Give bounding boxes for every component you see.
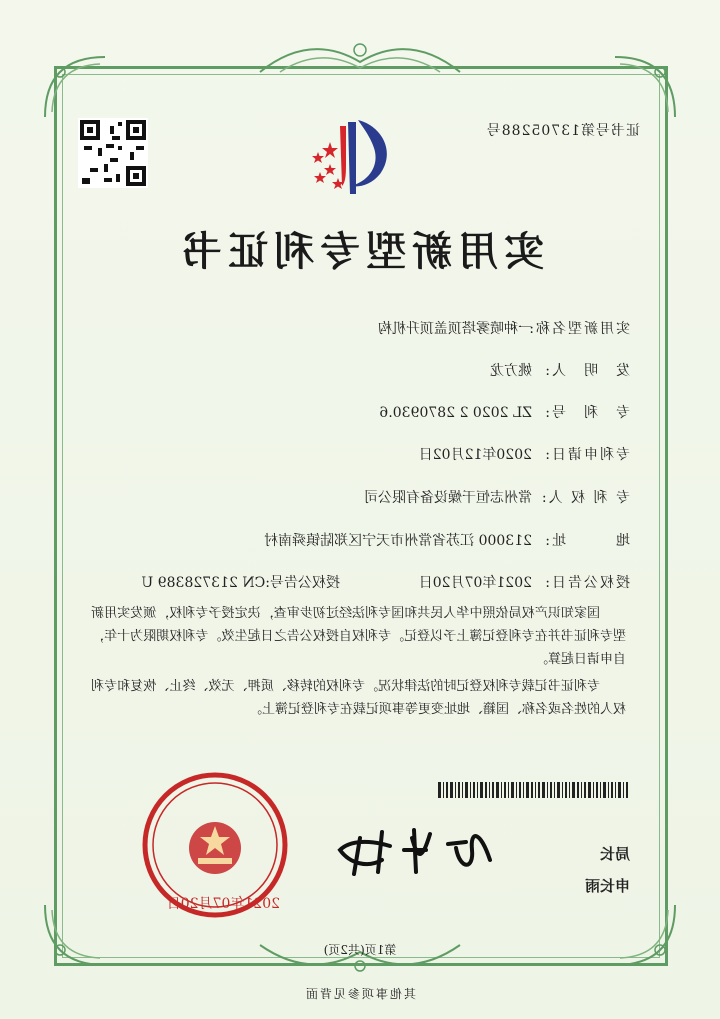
page-title: 实用新型专利证书 bbox=[176, 228, 544, 275]
field-label: 专利申请日: bbox=[543, 447, 630, 463]
corner-ornament-icon bbox=[610, 52, 680, 122]
director-signature-icon bbox=[320, 820, 500, 880]
seal-date: 2021年07月20日 bbox=[166, 896, 280, 912]
field-value: 常州志恒干燥设备有限公司 bbox=[364, 490, 532, 506]
field-inventor bbox=[490, 360, 630, 380]
cnipa-logo-icon bbox=[302, 112, 402, 202]
field-patent-number bbox=[379, 402, 630, 422]
corner-ornament-icon bbox=[610, 900, 680, 970]
director-block bbox=[585, 838, 630, 902]
field-value: 213000 江苏省常州市天宁区郑陆镇舜南村 bbox=[264, 533, 532, 549]
body-paragraph: 专利证书记载专利权登记时的法律状况。专利权的转移、质押、无效、终止、恢复和专利权人的姓名或名称、国籍、地址变更等事项记载在专利登记簿上。 bbox=[91, 679, 626, 717]
field-address bbox=[264, 530, 630, 550]
field-label: 专 利 权 人: bbox=[539, 490, 630, 506]
field-label: 专 利 号: bbox=[543, 405, 630, 421]
field-patentee bbox=[364, 487, 630, 507]
director-title: 局长 bbox=[599, 845, 630, 863]
field-grant-date bbox=[419, 572, 630, 592]
field-label: 授权公告日: bbox=[543, 575, 630, 591]
field-label: 授权公告号: bbox=[265, 575, 340, 591]
certificate-number: 证书号第13705288号 bbox=[485, 123, 640, 139]
field-value: CN 213728389 U bbox=[141, 575, 266, 591]
director-name: 申长雨 bbox=[584, 877, 630, 895]
field-announcement-number bbox=[141, 572, 340, 592]
field-label: 地 址: bbox=[543, 533, 630, 549]
page-number: 第1页(共2页) bbox=[323, 943, 397, 957]
field-application-date bbox=[419, 444, 630, 464]
qr-code-icon bbox=[78, 118, 148, 188]
footer-note: 其他事项参见背面 bbox=[304, 987, 417, 1001]
field-value: 2020年12月02日 bbox=[418, 447, 532, 463]
corner-ornament-icon bbox=[40, 900, 110, 970]
corner-ornament-icon bbox=[40, 52, 110, 122]
top-ornament-icon bbox=[250, 32, 470, 80]
field-label: 实用新型名称: bbox=[527, 321, 630, 337]
barcode-icon bbox=[438, 782, 628, 798]
field-value: 姚方龙 bbox=[490, 363, 532, 379]
field-value: 一种喷雾塔顶盖顶升机构 bbox=[378, 321, 532, 337]
field-value: ZL 2020 2 2870930.6 bbox=[379, 405, 532, 421]
certificate-body bbox=[91, 602, 626, 725]
field-utility-model-name bbox=[378, 318, 630, 338]
field-value: 2021年07月20日 bbox=[418, 575, 532, 591]
field-label: 发 明 人: bbox=[543, 363, 630, 379]
body-paragraph: 国家知识产权局依照中华人民共和国专利法经过初步审查，决定授予专利权，颁发实用新型专利证书并在专利登记簿上予以登记。专利权自授权公告之日起生效。专利权期限为十年，自申请日起算。 bbox=[91, 606, 626, 667]
